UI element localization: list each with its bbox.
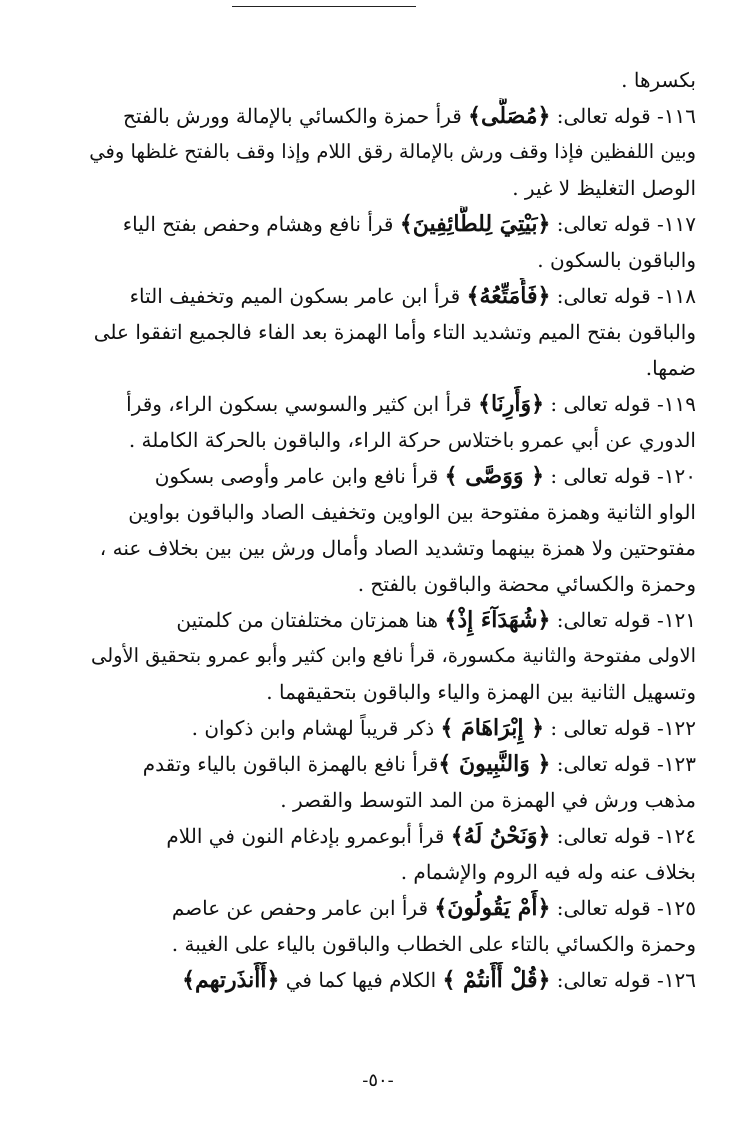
entry-intro: قوله تعالى : <box>544 716 651 740</box>
verse-line-118 <box>76 278 696 314</box>
line-text: وبين اللفظين فإذا وقف ورش بالإمالة رقق اللام وإذا وقف بالفتح غلظها وفي <box>89 140 696 163</box>
quran-word: ﴿ وَالنَّبِيونَ ﴾ <box>438 751 551 777</box>
quran-word: ﴿وَأَرِنَا﴾ <box>478 391 545 417</box>
entry-number: ١٢٠- <box>650 464 696 488</box>
entry-intro: قوله تعالى: <box>550 212 651 236</box>
quran-word: ﴿بَيْتِيَ لِلطَّائِفِينَ﴾ <box>399 211 551 237</box>
line-text: الاولى مفتوحة والثانية مكسورة، قرأ نافع وابن كثير وأبو عمرو بتحقيق الأولى <box>90 644 696 667</box>
entry-number: ١٢٦- <box>650 968 696 992</box>
entry-intro: قوله تعالى : <box>544 392 651 416</box>
verse-line-126 <box>76 962 696 998</box>
quran-word: ﴿قُلْ أَأَنتُمْ ﴾ <box>442 967 551 993</box>
entry-intro: قوله تعالى: <box>550 968 651 992</box>
line-text: والباقون بالسكون . <box>537 248 696 272</box>
quran-word: ﴿ وَوَصَّى ﴾ <box>444 463 545 489</box>
entry-text: قرأ ابن عامر وحفص عن عاصم <box>171 896 435 920</box>
text-line <box>76 854 696 890</box>
text-line <box>76 530 696 566</box>
entry-number: ١٢٥- <box>650 896 696 920</box>
entry-intro: قوله تعالى : <box>544 464 651 488</box>
entry-number: ١٢٢- <box>650 716 696 740</box>
entry-intro: قوله تعالى: <box>550 608 651 632</box>
entry-text: قرأ نافع وابن عامر وأوصى بسكون <box>154 464 445 488</box>
entry-number: ١٢٤- <box>650 824 696 848</box>
verse-line-123 <box>76 746 696 782</box>
line-text: الدوري عن أبي عمرو باختلاس حركة الراء، والباقون بالحركة الكاملة . <box>128 428 696 452</box>
line-text: مذهب ورش في الهمزة من المد التوسط والقصر . <box>280 788 696 812</box>
entry-text: ذكر قريباً لهشام وابن ذكوان . <box>191 716 441 740</box>
entry-text: قرأ نافع وهشام وحفص بفتح الياء <box>122 212 400 236</box>
entry-text: هنا همزتان مختلفتان من كلمتين <box>176 608 445 632</box>
line-text: وحمزة والكسائي محضة والباقون بالفتح . <box>357 572 696 596</box>
verse-line-116 <box>76 98 696 134</box>
page-text <box>76 62 696 998</box>
text-line <box>76 350 696 386</box>
entry-intro: قوله تعالى: <box>550 824 651 848</box>
quran-word: ﴿أَأَنذَرتهم﴾ <box>182 967 280 993</box>
verse-line-120 <box>76 458 696 494</box>
text-line <box>76 134 696 170</box>
quran-word: ﴿ إِبْرَاهَامَ ﴾ <box>440 715 545 741</box>
quran-word: ﴿مُصَلًّى﴾ <box>468 103 551 129</box>
line-text: بكسرها . <box>621 68 696 92</box>
verse-line-125 <box>76 890 696 926</box>
entry-text: الكلام فيها كما في <box>279 968 443 992</box>
top-rule <box>232 6 416 7</box>
line-text: ضمها. <box>645 356 696 380</box>
page-number: -٥٠- <box>362 1070 394 1091</box>
entry-text: قرأ نافع بالهمزة الباقون بالياء وتقدم <box>142 752 439 776</box>
entry-intro: قوله تعالى: <box>550 752 651 776</box>
verse-line-119 <box>76 386 696 422</box>
text-line <box>76 494 696 530</box>
entry-number: ١١٦- <box>650 104 696 128</box>
verse-line-122 <box>76 710 696 746</box>
entry-number: ١١٧- <box>650 212 696 236</box>
entry-intro: قوله تعالى: <box>550 284 651 308</box>
entry-text: قرأ حمزة والكسائي بالإمالة وورش بالفتح <box>122 104 469 128</box>
line-text: بخلاف عنه وله فيه الروم والإشمام . <box>400 860 696 884</box>
line-text: الواو الثانية وهمزة مفتوحة بين الواوين وتخفيف الصاد والباقون بواوين <box>128 500 696 524</box>
entry-intro: قوله تعالى: <box>550 104 651 128</box>
line-text: والباقون بفتح الميم وتشديد التاء وأما الهمزة بعد الفاء فالجميع اتفقوا على <box>93 320 696 344</box>
quran-word: ﴿فَأُمَتِّعُهُ﴾ <box>466 283 551 309</box>
quran-word: ﴿شُهَدَآءَ إِذْ﴾ <box>444 607 551 633</box>
line-text: مفتوحتين ولا همزة بينهما وتشديد الصاد وأمال ورش بين بين بخلاف عنه ، <box>99 536 696 560</box>
verse-line-121 <box>76 602 696 638</box>
line-text: وتسهيل الثانية بين الهمزة والياء والباقون بتحقيقهما . <box>266 680 696 704</box>
verse-line-117 <box>76 206 696 242</box>
text-line <box>76 782 696 818</box>
verse-line-124 <box>76 818 696 854</box>
text-line <box>76 170 696 206</box>
entry-number: ١٢١- <box>650 608 696 632</box>
entry-number: ١١٨- <box>650 284 696 308</box>
entry-text: قرأ ابن عامر بسكون الميم وتخفيف التاء <box>129 284 467 308</box>
quran-word: ﴿وَنَحْنُ لَهُ﴾ <box>450 823 551 849</box>
text-line <box>76 926 696 962</box>
entry-text: قرأ ابن كثير والسوسي بسكون الراء، وقرأ <box>126 392 479 416</box>
line-text: وحمزة والكسائي بالتاء على الخطاب والباقون بالياء على الغيبة . <box>171 932 696 956</box>
text-line <box>76 242 696 278</box>
line-text: الوصل التغليظ لا غير . <box>512 176 696 200</box>
text-line <box>76 422 696 458</box>
text-line <box>76 62 696 98</box>
entry-text: قرأ أبوعمرو بإدغام النون في اللام <box>166 824 451 848</box>
text-line <box>76 314 696 350</box>
entry-number: ١١٩- <box>650 392 696 416</box>
entry-number: ١٢٣- <box>650 752 696 776</box>
text-line <box>76 674 696 710</box>
quran-word: ﴿أَمْ يَقُولُونَ﴾ <box>434 895 551 921</box>
entry-intro: قوله تعالى: <box>550 896 651 920</box>
text-line <box>76 566 696 602</box>
text-line <box>76 638 696 674</box>
